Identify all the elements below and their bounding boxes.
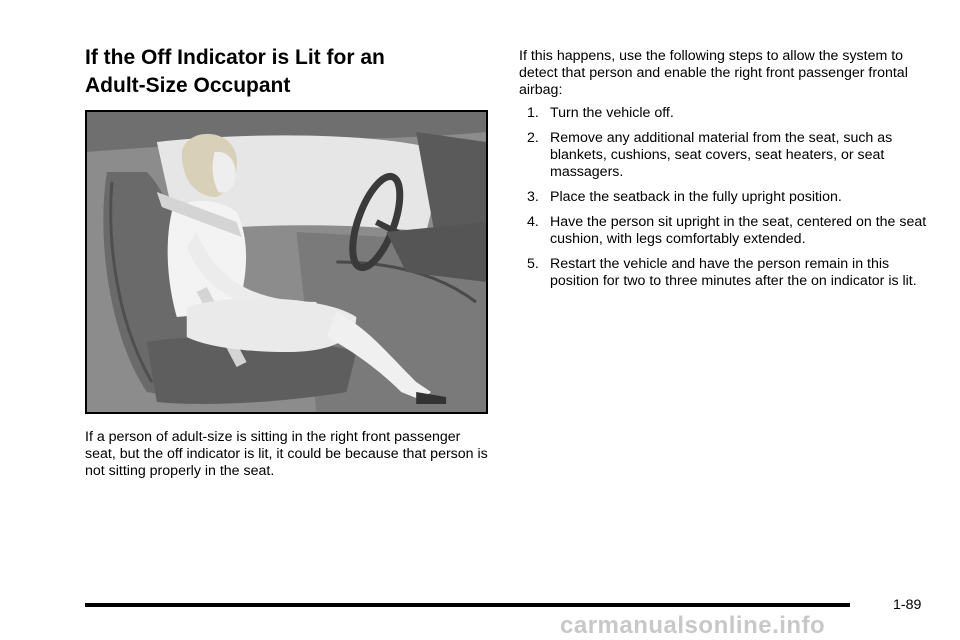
passenger-seat-illustration	[85, 110, 488, 414]
watermark: carmanualsonline.info	[560, 612, 826, 639]
step-text: Restart the vehicle and have the person remain in this position for two to three minutes after the on indicator is lit.	[550, 256, 917, 289]
step-text: Place the seatback in the fully upright position.	[550, 189, 842, 205]
left-paragraph: If a person of adult-size is sitting in the right front passenger seat, but the off indicator is lit, it could be because that person is not sitting properly in the seat.	[85, 429, 488, 479]
steps-intro: If this happens, use the following steps to allow the system to detect that person and enable the right front passenger frontal airbag:	[519, 48, 908, 98]
step-text: Turn the vehicle off.	[550, 105, 674, 121]
footer-rule	[85, 603, 850, 607]
heading-line-2: Adult-Size Occupant	[85, 74, 291, 97]
step-number: 2.	[527, 130, 539, 146]
list-item	[519, 105, 939, 122]
section-heading	[85, 44, 485, 100]
step-number: 4.	[527, 214, 539, 230]
step-text: Have the person sit upright in the seat, centered on the seat cushion, with legs comfortably extended.	[550, 214, 927, 247]
step-number: 1.	[527, 105, 539, 121]
seated-passenger-icon	[87, 112, 486, 412]
step-number: 3.	[527, 189, 539, 205]
page-number: 1-89	[893, 597, 922, 613]
list-item	[519, 214, 939, 248]
heading-line-1: If the Off Indicator is Lit for an	[85, 46, 385, 69]
list-item	[519, 256, 939, 290]
list-item	[519, 130, 939, 181]
step-text: Remove any additional material from the seat, such as blankets, cushions, seat covers, seat heaters, or seat massagers.	[550, 130, 893, 180]
list-item	[519, 189, 939, 206]
steps-list	[519, 105, 939, 290]
step-number: 5.	[527, 256, 539, 272]
right-column	[519, 48, 939, 298]
